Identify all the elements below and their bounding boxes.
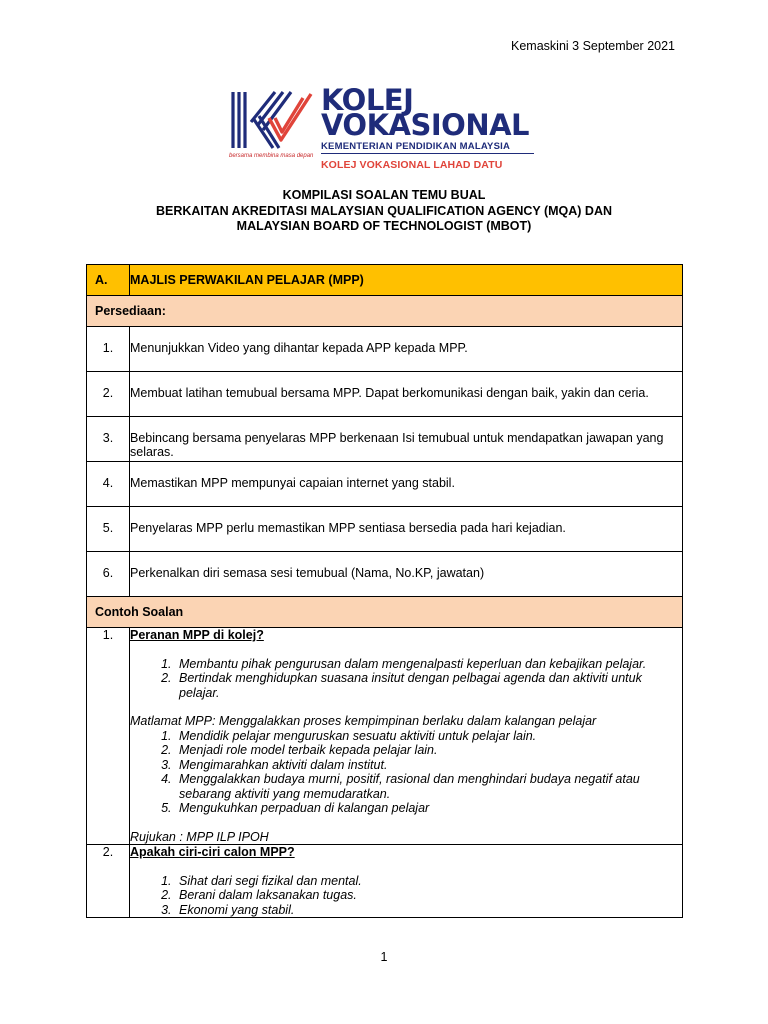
update-date: Kemaskini 3 September 2021 [511,39,675,53]
goal-text: Matlamat MPP: Menggalakkan proses kempimpinan berlaku dalam kalangan pelajar [130,714,597,728]
list-item: 1. Sihat dari segi fizikal dan mental. [175,874,682,889]
item-number: 4. [87,462,130,507]
logo-tagline: bersama membina masa depan [229,153,314,159]
goal-list [130,729,682,816]
item-text: Menunjukkan Video yang dihantar kepada APP kepada MPP. [130,327,683,372]
examples-label: Contoh Soalan [87,597,683,628]
item-number: 2. [87,372,130,417]
question-number: 2. [87,845,130,918]
question-title: Apakah ciri-ciri calon MPP? [130,845,295,859]
title-line-3: MALAYSIAN BOARD OF TECHNOLOGIST (MBOT) [236,219,532,233]
table-row [87,507,683,552]
logo-rule [321,153,534,154]
item-text: Membuat latihan temubual bersama MPP. Dapat berkomunikasi dengan baik, yakin dan ceria. [130,372,683,417]
item-text: Memastikan MPP mempunyai capaian internet yang stabil. [130,462,683,507]
item-text: Bebincang bersama penyelaras MPP berkenaan Isi temubual untuk mendapatkan jawapan yang selaras. [130,417,683,462]
logo-line-vokasional: VOKASIONAL [321,108,530,142]
answer-list [130,874,682,918]
question-cell [130,845,683,918]
question-row [87,628,683,845]
section-heading: MAJLIS PERWAKILAN PELAJAR (MPP) [130,265,683,296]
title-line-2: BERKAITAN AKREDITASI MALAYSIAN QUALIFICATION AGENCY (MQA) DAN [155,203,612,218]
college-logo [229,85,549,177]
logo-college-name: KOLEJ VOKASIONAL LAHAD DATU [321,159,503,171]
list-item: 1. Mendidik pelajar menguruskan sesuatu aktiviti untuk pelajar lain. [175,729,682,744]
item-number: 1. [87,327,130,372]
prep-label: Persediaan: [87,296,683,327]
table-row [87,552,683,597]
kv-emblem-icon [229,88,315,152]
table-row [87,372,683,417]
document-title [0,188,768,235]
list-item: 5. Mengukuhkan perpaduan di kalangan pelajar [175,801,682,816]
reference-text: Rujukan : MPP ILP IPOH [130,829,269,844]
page-number: 1 [380,950,388,964]
list-item: 3. Mengimarahkan aktiviti dalam institut. [175,758,682,773]
examples-label-row [87,597,683,628]
table-row [87,462,683,507]
list-item: 3. Ekonomi yang stabil. [175,903,682,918]
section-letter: A. [87,265,130,296]
question-row [87,845,683,918]
prep-label-row [87,296,683,327]
title-line-1: KOMPILASI SOALAN TEMU BUAL [282,188,486,202]
table-row [87,327,683,372]
question-title: Peranan MPP di kolej? [130,628,264,642]
question-cell [130,628,683,845]
section-header-row [87,265,683,296]
item-text: Perkenalkan diri semasa sesi temubual (Nama, No.KP, jawatan) [130,552,683,597]
list-item: 2. Menjadi role model terbaik kepada pelajar lain. [175,743,682,758]
item-number: 3. [87,417,130,462]
list-item: 2. Bertindak menghidupkan suasana insitut dengan pelbagai agenda dan aktiviti untuk pelajar. [175,671,682,700]
item-text: Penyelaras MPP perlu memastikan MPP sentiasa bersedia pada hari kejadian. [130,507,683,552]
logo-ministry: KEMENTERIAN PENDIDIKAN MALAYSIA [321,141,511,152]
logo-line-kolej: KOLEJ [321,83,414,117]
list-item: 4. Menggalakkan budaya murni, positif, rasional dan menghindari budaya negatif atau sebarang aktiviti yang memudaratkan. [175,772,682,801]
interview-table [86,264,683,918]
item-number: 5. [87,507,130,552]
item-number: 6. [87,552,130,597]
table-row [87,417,683,462]
question-number: 1. [87,628,130,845]
list-item: 2. Berani dalam laksanakan tugas. [175,888,682,903]
list-item: 1. Membantu pihak pengurusan dalam mengenalpasti keperluan dan kebajikan pelajar. [175,657,682,672]
answer-list [130,657,682,701]
